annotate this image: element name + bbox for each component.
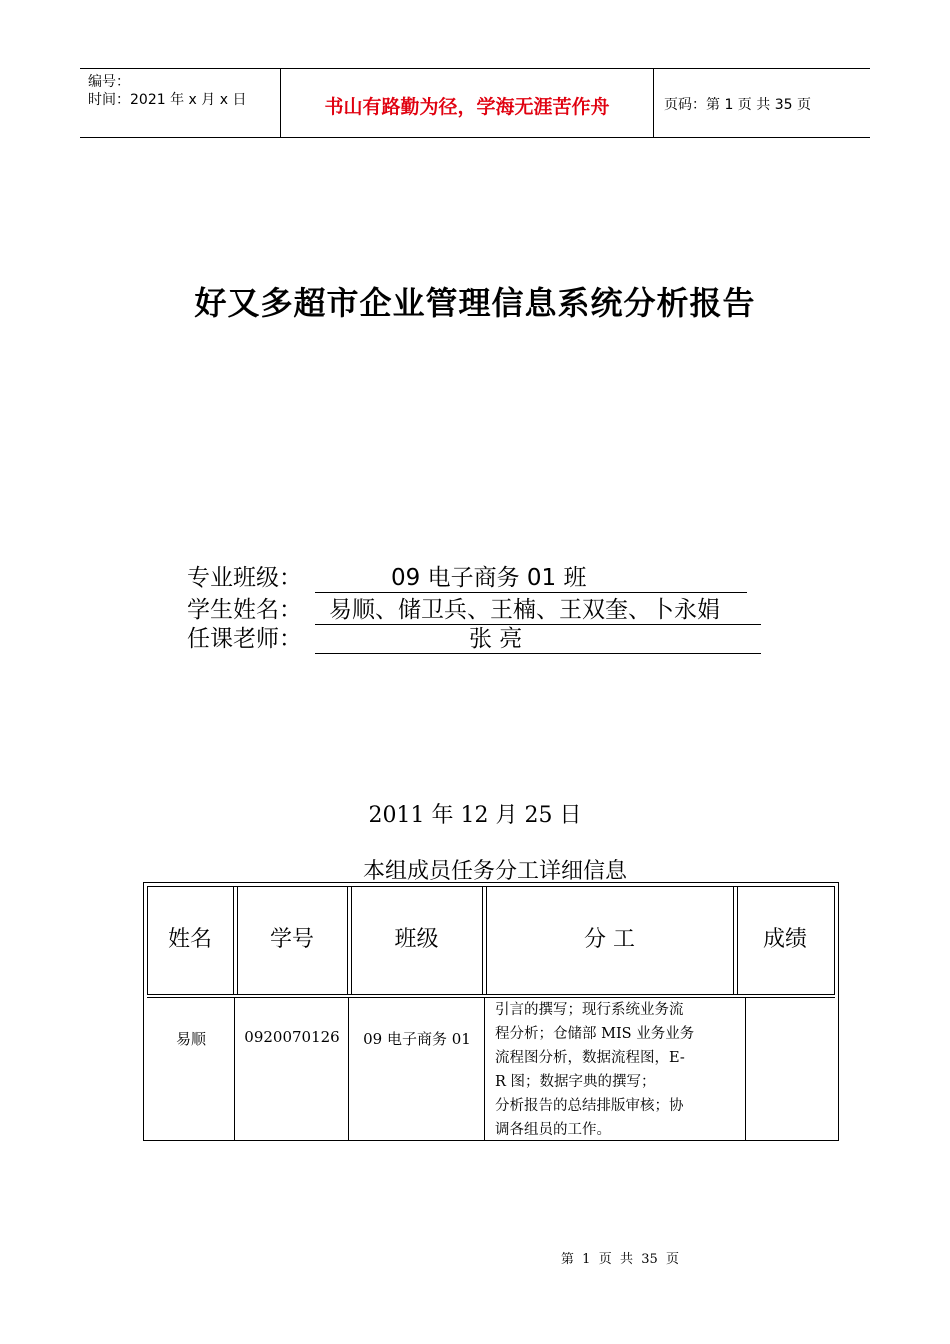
teacher-label: 任课老师： — [187, 626, 302, 652]
page-footer: 第 1 页 共 35 页 — [560, 1252, 680, 1267]
task-line: 流程图分析，数据流程图，E- — [495, 1050, 685, 1066]
teacher-value: 张 亮 — [469, 626, 523, 652]
students-info-row — [187, 596, 720, 624]
task-line: R 图；数据字典的撰写； — [495, 1074, 656, 1090]
col-divider — [484, 997, 485, 1140]
header-name: 姓名 — [167, 927, 212, 952]
document-number-label: 编号： — [88, 74, 130, 90]
header-divider — [147, 997, 835, 998]
teacher-info-row — [187, 625, 523, 653]
header-divider — [147, 994, 835, 995]
students-label: 学生姓名： — [187, 597, 302, 623]
report-date: 2011 年 12 月 25 日 — [368, 803, 582, 828]
class-info-row — [187, 564, 587, 592]
cell-name: 易顺 — [175, 1030, 206, 1048]
class-value-underline — [315, 564, 747, 593]
col-divider — [348, 997, 349, 1140]
page-header — [80, 68, 870, 138]
students-value-underline — [315, 596, 761, 625]
cell-student-id: 0920070126 — [244, 1028, 340, 1046]
header-student-id: 学号 — [269, 927, 314, 952]
col-divider — [234, 997, 235, 1140]
task-line: 分析报告的总结排版审核；协 — [495, 1098, 684, 1114]
class-value: 09 电子商务 01 班 — [391, 565, 587, 591]
col-divider — [745, 997, 746, 1140]
col-divider — [347, 886, 348, 994]
teacher-value-underline — [315, 625, 761, 654]
header-task: 分 工 — [584, 927, 635, 952]
header-motto-cell — [281, 69, 654, 137]
member-task-table — [143, 882, 839, 1141]
class-label: 专业班级： — [187, 565, 302, 591]
col-divider — [733, 886, 734, 994]
table-title: 本组成员任务分工详细信息 — [362, 859, 627, 884]
task-line: 程分析；仓储部 MIS 业务业务 — [495, 1026, 695, 1042]
task-line: 调各组员的工作。 — [495, 1122, 611, 1138]
students-value: 易顺、储卫兵、王楠、王双奎、卜永娟 — [329, 597, 720, 623]
header-meta-cell — [80, 69, 281, 137]
header-grade: 成绩 — [762, 927, 807, 952]
col-divider — [233, 886, 234, 994]
col-divider — [482, 886, 483, 994]
cell-task — [495, 998, 731, 1142]
cell-class: 09 电子商务 01 — [363, 1030, 471, 1048]
task-line: 引言的撰写；现行系统业务流 — [495, 1002, 684, 1018]
document-time-label: 时间：2021 年 x 月 x 日 — [88, 92, 247, 108]
header-page-cell — [654, 69, 870, 137]
header-class: 班级 — [394, 927, 439, 952]
header-page-info: 页码：第 1 页 共 35 页 — [664, 97, 811, 113]
header-motto: 书山有路勤为径，学海无涯苦作舟 — [324, 96, 610, 118]
report-title: 好又多超市企业管理信息系统分析报告 — [194, 284, 756, 322]
